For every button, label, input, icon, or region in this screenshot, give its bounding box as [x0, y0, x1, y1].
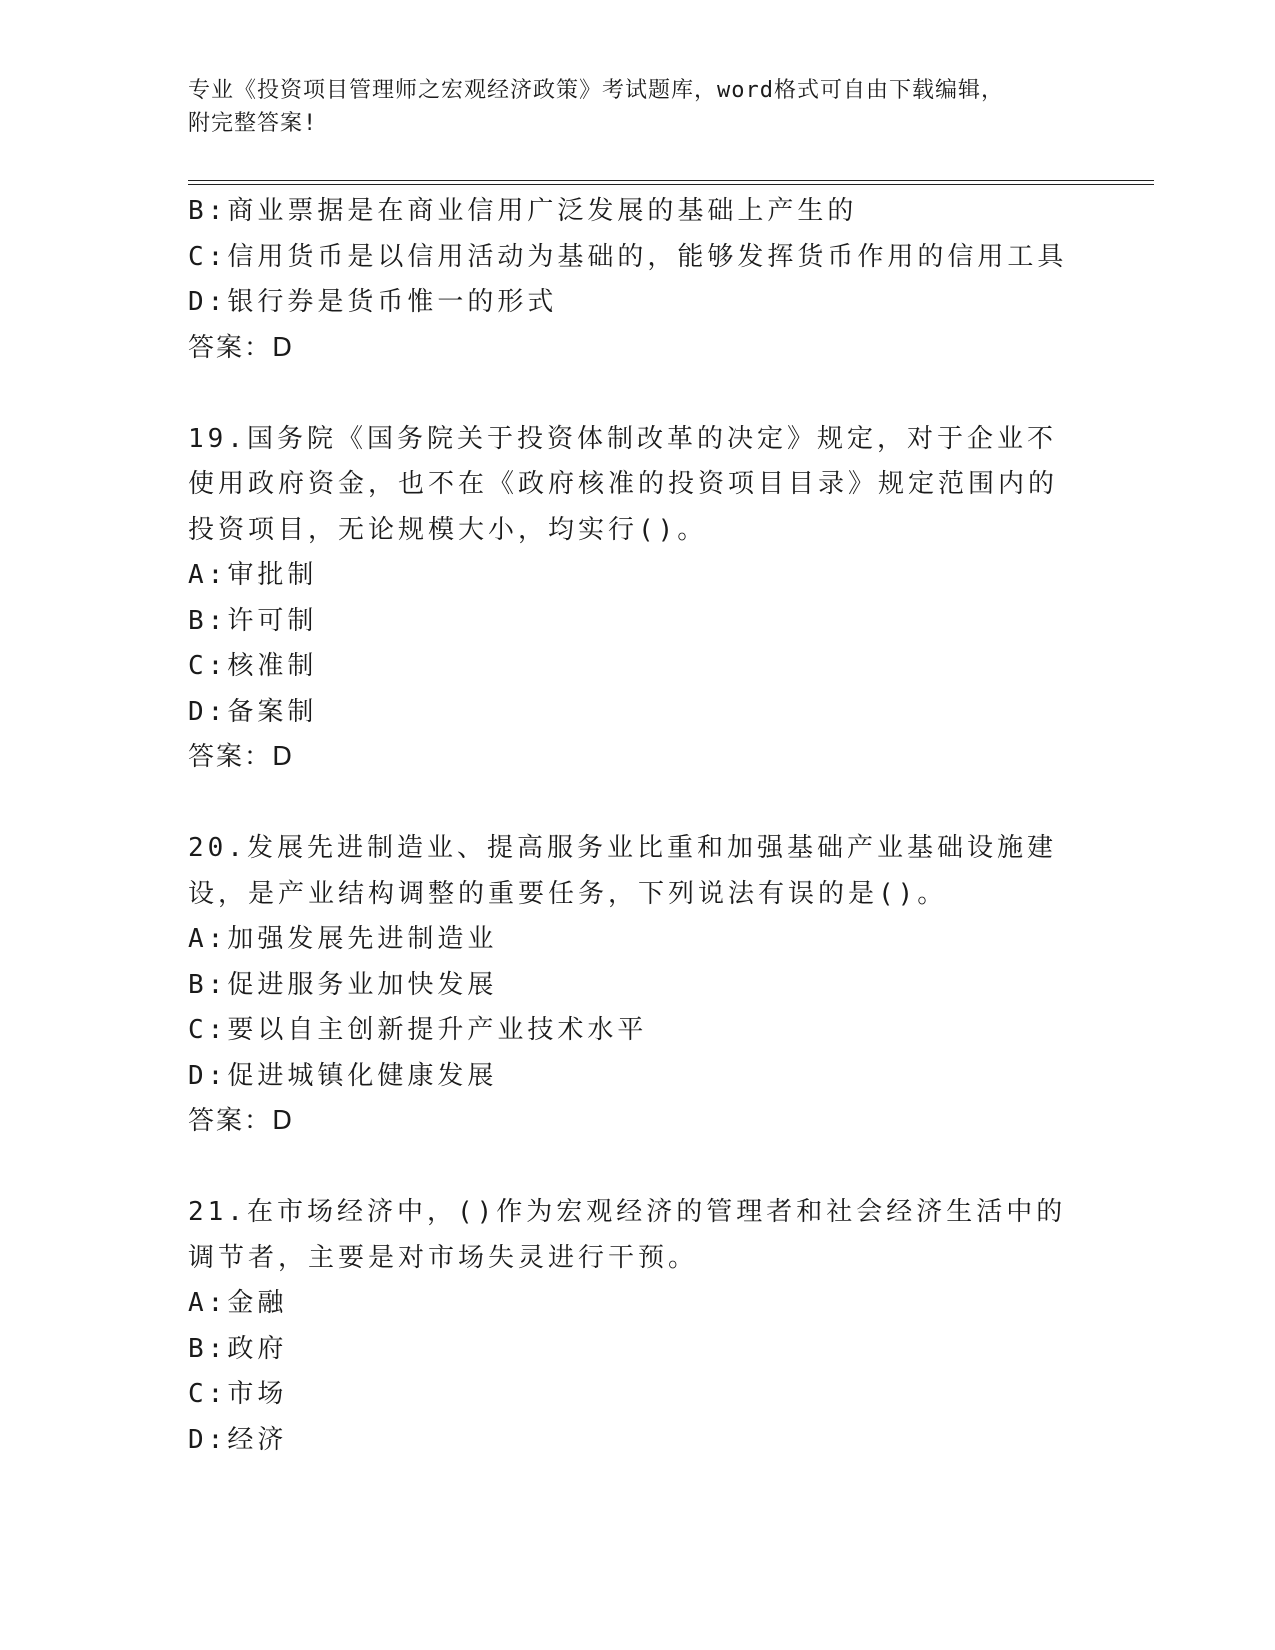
document-header [188, 74, 1088, 140]
spacer [188, 371, 1088, 417]
header-line-2: 附完整答案! [188, 111, 318, 136]
spacer [188, 1145, 1088, 1191]
option-text: 促进城镇化健康发展 [227, 1060, 498, 1091]
option-letter: D: [188, 1060, 228, 1091]
spacer [188, 781, 1088, 827]
header-line-1: 专业《投资项目管理师之宏观经济政策》考试题库，word格式可自由下载编辑， [188, 78, 1004, 103]
option-text: 金融 [227, 1288, 288, 1318]
option-text: 政府 [227, 1333, 288, 1364]
option-letter: D: [188, 287, 228, 317]
option-text: 市场 [227, 1379, 288, 1409]
option-letter: B: [188, 605, 228, 636]
option-letter: C: [188, 1379, 228, 1409]
option-text: 审批制 [227, 560, 318, 590]
option-text: 信用货币是以信用活动为基础的，能够发挥货币作用的信用工具 [227, 241, 1068, 272]
option-text: 备案制 [227, 696, 318, 727]
option-letter: B: [188, 1333, 228, 1364]
header-divider-bottom [188, 184, 1154, 185]
question-content [188, 189, 1088, 1463]
option-letter: D: [188, 1424, 228, 1455]
option-d [188, 1054, 1088, 1100]
option-letter: A: [188, 1288, 228, 1318]
header-divider-top [188, 180, 1154, 181]
option-c [188, 1008, 1088, 1054]
option-text: 要以自主创新提升产业技术水平 [227, 1015, 648, 1045]
option-d [188, 1418, 1088, 1464]
question-21 [188, 1190, 1088, 1463]
question-19 [188, 417, 1088, 781]
option-a [188, 917, 1088, 963]
option-c [188, 644, 1088, 690]
question-18-continued [188, 189, 1088, 371]
option-letter: C: [188, 241, 228, 272]
option-b [188, 599, 1088, 645]
option-b [188, 963, 1088, 1009]
option-letter: D: [188, 696, 228, 727]
question-stem: 19.国务院《国务院关于投资体制改革的决定》规定，对于企业不使用政府资金，也不在《政府核准的投资项目目录》规定范围内的投资项目，无论规模大小，均实行()。 [188, 423, 1059, 545]
option-text: 银行券是货币惟一的形式 [227, 287, 558, 317]
answer-line: 答案：D [188, 1106, 295, 1136]
answer-line: 答案：D [188, 742, 295, 772]
option-text: 核准制 [227, 651, 318, 681]
option-c [188, 235, 1088, 281]
question-20 [188, 826, 1088, 1145]
option-b [188, 189, 1088, 235]
question-stem: 21.在市场经济中，()作为宏观经济的管理者和社会经济生活中的调节者，主要是对市场失灵进行干预。 [188, 1197, 1067, 1273]
option-letter: C: [188, 651, 228, 681]
option-text: 加强发展先进制造业 [227, 924, 498, 954]
option-text: 商业票据是在商业信用广泛发展的基础上产生的 [227, 196, 858, 226]
option-a [188, 553, 1088, 599]
option-c [188, 1372, 1088, 1418]
option-d [188, 690, 1088, 736]
option-letter: B: [188, 196, 228, 226]
option-a [188, 1281, 1088, 1327]
option-b [188, 1327, 1088, 1373]
option-d [188, 280, 1088, 326]
option-letter: B: [188, 969, 228, 1000]
option-letter: A: [188, 924, 228, 954]
option-text: 许可制 [227, 605, 318, 636]
option-text: 经济 [227, 1424, 288, 1455]
answer-line: 答案：D [188, 332, 295, 363]
option-letter: A: [188, 560, 228, 590]
option-text: 促进服务业加快发展 [227, 969, 498, 1000]
option-letter: C: [188, 1015, 228, 1045]
question-stem: 20.发展先进制造业、提高服务业比重和加强基础产业基础设施建设，是产业结构调整的重要任务，下列说法有误的是()。 [188, 833, 1057, 909]
